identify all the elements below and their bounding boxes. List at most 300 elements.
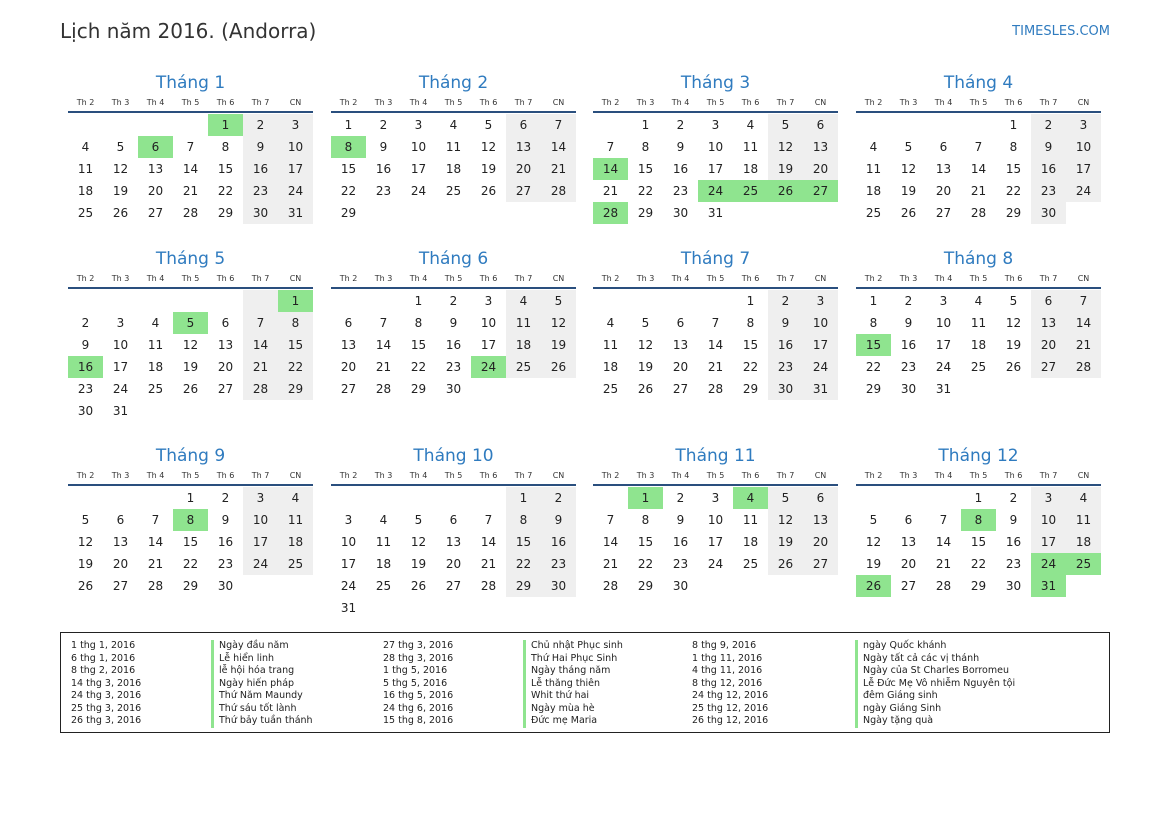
day-cell[interactable]: 10 xyxy=(480,316,497,330)
day-cell[interactable]: 30 xyxy=(900,382,917,396)
day-cell[interactable]: 10 xyxy=(410,140,427,154)
day-cell[interactable]: 5 xyxy=(641,316,650,330)
day-cell[interactable]: 31 xyxy=(803,378,838,400)
day-cell[interactable]: 21 xyxy=(1066,334,1101,356)
day-cell[interactable]: 16 xyxy=(217,535,234,549)
day-cell[interactable]: 2 xyxy=(243,114,278,136)
day-cell[interactable]: 22 xyxy=(278,356,313,378)
day-cell[interactable]: 19 xyxy=(1005,338,1022,352)
day-cell[interactable]: 8 xyxy=(641,513,650,527)
day-cell[interactable]: 27 xyxy=(900,579,917,593)
day-cell[interactable]: 22 xyxy=(742,360,759,374)
day-cell[interactable]: 26 xyxy=(1005,360,1022,374)
day-cell[interactable]: 25 xyxy=(147,382,164,396)
day-cell[interactable]: 15 xyxy=(278,334,313,356)
day-cell[interactable]: 20 xyxy=(506,158,541,180)
day-cell[interactable]: 25 xyxy=(506,356,541,378)
day-cell[interactable]: 4 xyxy=(506,290,541,312)
day-cell[interactable]: 9 xyxy=(379,140,388,154)
day-cell[interactable]: 3 xyxy=(939,294,948,308)
day-cell[interactable]: 27 xyxy=(803,180,838,202)
day-cell[interactable]: 16 xyxy=(672,162,689,176)
day-cell[interactable]: 26 xyxy=(182,382,199,396)
day-cell[interactable]: 4 xyxy=(606,316,615,330)
day-cell[interactable]: 8 xyxy=(961,509,996,531)
day-cell[interactable]: 17 xyxy=(707,535,724,549)
day-cell[interactable]: 6 xyxy=(904,513,913,527)
day-cell[interactable]: 14 xyxy=(602,535,619,549)
day-cell[interactable]: 25 xyxy=(742,557,759,571)
day-cell[interactable]: 3 xyxy=(278,114,313,136)
day-cell[interactable]: 24 xyxy=(935,360,952,374)
day-cell[interactable]: 26 xyxy=(637,382,654,396)
day-cell[interactable]: 17 xyxy=(410,162,427,176)
day-cell[interactable]: 29 xyxy=(506,575,541,597)
day-cell[interactable]: 10 xyxy=(707,513,724,527)
day-cell[interactable]: 8 xyxy=(1009,140,1018,154)
day-cell[interactable]: 3 xyxy=(484,294,493,308)
day-cell[interactable]: 15 xyxy=(410,338,427,352)
day-cell[interactable]: 11 xyxy=(742,140,759,154)
day-cell[interactable]: 1 xyxy=(974,491,983,505)
day-cell[interactable]: 1 xyxy=(506,487,541,509)
day-cell[interactable]: 25 xyxy=(77,206,94,220)
day-cell[interactable]: 20 xyxy=(672,360,689,374)
day-cell[interactable]: 6 xyxy=(676,316,685,330)
day-cell[interactable]: 1 xyxy=(641,118,650,132)
day-cell[interactable]: 20 xyxy=(935,184,952,198)
day-cell[interactable]: 23 xyxy=(243,180,278,202)
day-cell[interactable]: 16 xyxy=(1005,535,1022,549)
day-cell[interactable]: 8 xyxy=(173,509,208,531)
day-cell[interactable]: 24 xyxy=(1031,553,1066,575)
day-cell[interactable]: 30 xyxy=(768,378,803,400)
day-cell[interactable]: 28 xyxy=(970,206,987,220)
day-cell[interactable]: 17 xyxy=(243,531,278,553)
day-cell[interactable]: 21 xyxy=(935,557,952,571)
day-cell[interactable]: 8 xyxy=(869,316,878,330)
day-cell[interactable]: 20 xyxy=(803,531,838,553)
day-cell[interactable]: 11 xyxy=(506,312,541,334)
day-cell[interactable]: 27 xyxy=(803,553,838,575)
day-cell[interactable]: 16 xyxy=(243,158,278,180)
day-cell[interactable]: 4 xyxy=(81,140,90,154)
day-cell[interactable]: 28 xyxy=(602,579,619,593)
day-cell[interactable]: 18 xyxy=(742,162,759,176)
day-cell[interactable]: 6 xyxy=(506,114,541,136)
day-cell[interactable]: 2 xyxy=(1031,114,1066,136)
day-cell[interactable]: 7 xyxy=(1066,290,1101,312)
day-cell[interactable]: 23 xyxy=(217,557,234,571)
day-cell[interactable]: 19 xyxy=(480,162,497,176)
day-cell[interactable]: 24 xyxy=(112,382,129,396)
day-cell[interactable]: 20 xyxy=(340,360,357,374)
day-cell[interactable]: 3 xyxy=(711,118,720,132)
day-cell[interactable]: 9 xyxy=(81,338,90,352)
day-cell[interactable]: 26 xyxy=(768,553,803,575)
day-cell[interactable]: 20 xyxy=(900,557,917,571)
day-cell[interactable]: 2 xyxy=(81,316,90,330)
day-cell[interactable]: 1 xyxy=(628,487,663,509)
day-cell[interactable]: 22 xyxy=(1005,184,1022,198)
day-cell[interactable]: 30 xyxy=(77,404,94,418)
day-cell[interactable]: 6 xyxy=(344,316,353,330)
day-cell[interactable]: 28 xyxy=(1066,356,1101,378)
day-cell[interactable]: 23 xyxy=(672,184,689,198)
day-cell[interactable]: 28 xyxy=(243,378,278,400)
day-cell[interactable]: 26 xyxy=(77,579,94,593)
day-cell[interactable]: 2 xyxy=(676,491,685,505)
day-cell[interactable]: 24 xyxy=(698,180,733,202)
day-cell[interactable]: 16 xyxy=(375,162,392,176)
day-cell[interactable]: 25 xyxy=(865,206,882,220)
day-cell[interactable]: 21 xyxy=(147,557,164,571)
day-cell[interactable]: 20 xyxy=(112,557,129,571)
day-cell[interactable]: 9 xyxy=(449,316,458,330)
day-cell[interactable]: 25 xyxy=(278,553,313,575)
day-cell[interactable]: 13 xyxy=(1031,312,1066,334)
day-cell[interactable]: 2 xyxy=(221,491,230,505)
day-cell[interactable]: 12 xyxy=(410,535,427,549)
day-cell[interactable]: 29 xyxy=(742,382,759,396)
day-cell[interactable]: 23 xyxy=(77,382,94,396)
day-cell[interactable]: 29 xyxy=(637,206,654,220)
day-cell[interactable]: 3 xyxy=(243,487,278,509)
day-cell[interactable]: 12 xyxy=(637,338,654,352)
day-cell[interactable]: 15 xyxy=(340,162,357,176)
day-cell[interactable]: 14 xyxy=(480,535,497,549)
day-cell[interactable]: 23 xyxy=(768,356,803,378)
day-cell[interactable]: 29 xyxy=(865,382,882,396)
day-cell[interactable]: 16 xyxy=(445,338,462,352)
day-cell[interactable]: 23 xyxy=(1005,557,1022,571)
day-cell[interactable]: 5 xyxy=(869,513,878,527)
day-cell[interactable]: 3 xyxy=(414,118,423,132)
site-link[interactable]: TIMESLES.COM xyxy=(1012,24,1110,39)
day-cell[interactable]: 15 xyxy=(217,162,234,176)
day-cell[interactable]: 29 xyxy=(278,378,313,400)
day-cell[interactable]: 27 xyxy=(112,579,129,593)
day-cell[interactable]: 16 xyxy=(672,535,689,549)
day-cell[interactable]: 1 xyxy=(278,290,313,312)
day-cell[interactable]: 17 xyxy=(480,338,497,352)
day-cell[interactable]: 13 xyxy=(217,338,234,352)
day-cell[interactable]: 13 xyxy=(803,136,838,158)
day-cell[interactable]: 18 xyxy=(278,531,313,553)
day-cell[interactable]: 7 xyxy=(541,114,576,136)
day-cell[interactable]: 4 xyxy=(733,487,768,509)
day-cell[interactable]: 12 xyxy=(480,140,497,154)
day-cell[interactable]: 10 xyxy=(112,338,129,352)
day-cell[interactable]: 21 xyxy=(375,360,392,374)
day-cell[interactable]: 2 xyxy=(904,294,913,308)
day-cell[interactable]: 27 xyxy=(506,180,541,202)
day-cell[interactable]: 21 xyxy=(480,557,497,571)
day-cell[interactable]: 19 xyxy=(77,557,94,571)
day-cell[interactable]: 15 xyxy=(506,531,541,553)
day-cell[interactable]: 11 xyxy=(1066,509,1101,531)
day-cell[interactable]: 21 xyxy=(182,184,199,198)
day-cell[interactable]: 15 xyxy=(856,334,891,356)
day-cell[interactable]: 6 xyxy=(221,316,230,330)
day-cell[interactable]: 5 xyxy=(81,513,90,527)
day-cell[interactable]: 10 xyxy=(1031,509,1066,531)
day-cell[interactable]: 2 xyxy=(768,290,803,312)
day-cell[interactable]: 9 xyxy=(676,140,685,154)
day-cell[interactable]: 12 xyxy=(112,162,129,176)
day-cell[interactable]: 22 xyxy=(865,360,882,374)
day-cell[interactable]: 26 xyxy=(856,575,891,597)
day-cell[interactable]: 24 xyxy=(340,579,357,593)
day-cell[interactable]: 25 xyxy=(1066,553,1101,575)
day-cell[interactable]: 10 xyxy=(278,136,313,158)
day-cell[interactable]: 15 xyxy=(637,162,654,176)
day-cell[interactable]: 21 xyxy=(602,184,619,198)
day-cell[interactable]: 4 xyxy=(974,294,983,308)
day-cell[interactable]: 9 xyxy=(221,513,230,527)
day-cell[interactable]: 26 xyxy=(768,180,803,202)
day-cell[interactable]: 23 xyxy=(375,184,392,198)
day-cell[interactable]: 22 xyxy=(410,360,427,374)
day-cell[interactable]: 29 xyxy=(217,206,234,220)
day-cell[interactable]: 23 xyxy=(541,553,576,575)
day-cell[interactable]: 28 xyxy=(147,579,164,593)
day-cell[interactable]: 9 xyxy=(1031,136,1066,158)
day-cell[interactable]: 11 xyxy=(602,338,619,352)
day-cell[interactable]: 10 xyxy=(243,509,278,531)
day-cell[interactable]: 3 xyxy=(803,290,838,312)
day-cell[interactable]: 10 xyxy=(707,140,724,154)
day-cell[interactable]: 3 xyxy=(711,491,720,505)
day-cell[interactable]: 5 xyxy=(768,114,803,136)
day-cell[interactable]: 11 xyxy=(375,535,392,549)
day-cell[interactable]: 22 xyxy=(637,184,654,198)
day-cell[interactable]: 18 xyxy=(147,360,164,374)
day-cell[interactable]: 11 xyxy=(278,509,313,531)
day-cell[interactable]: 22 xyxy=(637,557,654,571)
day-cell[interactable]: 7 xyxy=(606,513,615,527)
day-cell[interactable]: 5 xyxy=(904,140,913,154)
day-cell[interactable]: 18 xyxy=(506,334,541,356)
day-cell[interactable]: 31 xyxy=(340,601,357,615)
day-cell[interactable]: 28 xyxy=(375,382,392,396)
day-cell[interactable]: 13 xyxy=(506,136,541,158)
day-cell[interactable]: 13 xyxy=(445,535,462,549)
day-cell[interactable]: 8 xyxy=(746,316,755,330)
day-cell[interactable]: 16 xyxy=(68,356,103,378)
day-cell[interactable]: 19 xyxy=(865,557,882,571)
day-cell[interactable]: 9 xyxy=(768,312,803,334)
day-cell[interactable]: 26 xyxy=(900,206,917,220)
day-cell[interactable]: 25 xyxy=(970,360,987,374)
day-cell[interactable]: 2 xyxy=(676,118,685,132)
day-cell[interactable]: 30 xyxy=(541,575,576,597)
day-cell[interactable]: 9 xyxy=(676,513,685,527)
day-cell[interactable]: 16 xyxy=(1031,158,1066,180)
day-cell[interactable]: 28 xyxy=(593,202,628,224)
day-cell[interactable]: 8 xyxy=(414,316,423,330)
day-cell[interactable]: 24 xyxy=(803,356,838,378)
day-cell[interactable]: 12 xyxy=(865,535,882,549)
day-cell[interactable]: 31 xyxy=(112,404,129,418)
day-cell[interactable]: 6 xyxy=(803,114,838,136)
day-cell[interactable]: 29 xyxy=(410,382,427,396)
day-cell[interactable]: 8 xyxy=(278,312,313,334)
day-cell[interactable]: 20 xyxy=(1031,334,1066,356)
day-cell[interactable]: 29 xyxy=(1005,206,1022,220)
day-cell[interactable]: 9 xyxy=(541,509,576,531)
day-cell[interactable]: 18 xyxy=(1066,531,1101,553)
day-cell[interactable]: 27 xyxy=(147,206,164,220)
day-cell[interactable]: 7 xyxy=(711,316,720,330)
day-cell[interactable]: 26 xyxy=(112,206,129,220)
day-cell[interactable]: 12 xyxy=(77,535,94,549)
day-cell[interactable]: 14 xyxy=(182,162,199,176)
day-cell[interactable]: 22 xyxy=(340,184,357,198)
day-cell[interactable]: 31 xyxy=(935,382,952,396)
day-cell[interactable]: 11 xyxy=(742,513,759,527)
day-cell[interactable]: 25 xyxy=(602,382,619,396)
day-cell[interactable]: 17 xyxy=(803,334,838,356)
day-cell[interactable]: 14 xyxy=(243,334,278,356)
day-cell[interactable]: 13 xyxy=(147,162,164,176)
day-cell[interactable]: 23 xyxy=(900,360,917,374)
day-cell[interactable]: 23 xyxy=(445,360,462,374)
day-cell[interactable]: 18 xyxy=(970,338,987,352)
day-cell[interactable]: 13 xyxy=(672,338,689,352)
day-cell[interactable]: 6 xyxy=(449,513,458,527)
day-cell[interactable]: 15 xyxy=(970,535,987,549)
day-cell[interactable]: 1 xyxy=(869,294,878,308)
day-cell[interactable]: 13 xyxy=(935,162,952,176)
day-cell[interactable]: 23 xyxy=(672,557,689,571)
day-cell[interactable]: 7 xyxy=(606,140,615,154)
day-cell[interactable]: 27 xyxy=(1031,356,1066,378)
day-cell[interactable]: 16 xyxy=(768,334,803,356)
day-cell[interactable]: 17 xyxy=(278,158,313,180)
day-cell[interactable]: 6 xyxy=(803,487,838,509)
day-cell[interactable]: 10 xyxy=(1066,136,1101,158)
day-cell[interactable]: 5 xyxy=(541,290,576,312)
day-cell[interactable]: 12 xyxy=(182,338,199,352)
day-cell[interactable]: 20 xyxy=(147,184,164,198)
day-cell[interactable]: 1 xyxy=(208,114,243,136)
day-cell[interactable]: 1 xyxy=(746,294,755,308)
day-cell[interactable]: 28 xyxy=(480,579,497,593)
day-cell[interactable]: 11 xyxy=(970,316,987,330)
day-cell[interactable]: 15 xyxy=(637,535,654,549)
day-cell[interactable]: 8 xyxy=(221,140,230,154)
day-cell[interactable]: 4 xyxy=(746,118,755,132)
day-cell[interactable]: 8 xyxy=(506,509,541,531)
day-cell[interactable]: 3 xyxy=(116,316,125,330)
day-cell[interactable]: 19 xyxy=(637,360,654,374)
day-cell[interactable]: 24 xyxy=(471,356,506,378)
day-cell[interactable]: 18 xyxy=(445,162,462,176)
day-cell[interactable]: 3 xyxy=(1066,114,1101,136)
day-cell[interactable]: 13 xyxy=(900,535,917,549)
day-cell[interactable]: 17 xyxy=(707,162,724,176)
day-cell[interactable]: 7 xyxy=(151,513,160,527)
day-cell[interactable]: 1 xyxy=(344,118,353,132)
day-cell[interactable]: 9 xyxy=(243,136,278,158)
day-cell[interactable]: 20 xyxy=(803,158,838,180)
day-cell[interactable]: 15 xyxy=(1005,162,1022,176)
day-cell[interactable]: 19 xyxy=(900,184,917,198)
day-cell[interactable]: 24 xyxy=(410,184,427,198)
day-cell[interactable]: 9 xyxy=(1009,513,1018,527)
day-cell[interactable]: 22 xyxy=(970,557,987,571)
day-cell[interactable]: 19 xyxy=(768,531,803,553)
day-cell[interactable]: 6 xyxy=(116,513,125,527)
day-cell[interactable]: 27 xyxy=(672,382,689,396)
day-cell[interactable]: 28 xyxy=(182,206,199,220)
day-cell[interactable]: 18 xyxy=(742,535,759,549)
day-cell[interactable]: 29 xyxy=(182,579,199,593)
day-cell[interactable]: 15 xyxy=(182,535,199,549)
day-cell[interactable]: 14 xyxy=(970,162,987,176)
day-cell[interactable]: 30 xyxy=(1005,579,1022,593)
day-cell[interactable]: 19 xyxy=(182,360,199,374)
day-cell[interactable]: 5 xyxy=(1009,294,1018,308)
day-cell[interactable]: 7 xyxy=(243,312,278,334)
day-cell[interactable]: 8 xyxy=(641,140,650,154)
day-cell[interactable]: 28 xyxy=(707,382,724,396)
day-cell[interactable]: 25 xyxy=(375,579,392,593)
day-cell[interactable]: 26 xyxy=(541,356,576,378)
day-cell[interactable]: 3 xyxy=(344,513,353,527)
day-cell[interactable]: 28 xyxy=(935,579,952,593)
day-cell[interactable]: 30 xyxy=(1031,202,1066,224)
day-cell[interactable]: 14 xyxy=(1066,312,1101,334)
day-cell[interactable]: 13 xyxy=(340,338,357,352)
day-cell[interactable]: 4 xyxy=(869,140,878,154)
day-cell[interactable]: 9 xyxy=(904,316,913,330)
day-cell[interactable]: 19 xyxy=(768,158,803,180)
day-cell[interactable]: 1 xyxy=(1009,118,1018,132)
day-cell[interactable]: 14 xyxy=(707,338,724,352)
day-cell[interactable]: 10 xyxy=(803,312,838,334)
day-cell[interactable]: 4 xyxy=(278,487,313,509)
day-cell[interactable]: 26 xyxy=(410,579,427,593)
day-cell[interactable]: 4 xyxy=(1066,487,1101,509)
day-cell[interactable]: 31 xyxy=(278,202,313,224)
day-cell[interactable]: 7 xyxy=(484,513,493,527)
day-cell[interactable]: 20 xyxy=(445,557,462,571)
day-cell[interactable]: 2 xyxy=(1009,491,1018,505)
day-cell[interactable]: 7 xyxy=(974,140,983,154)
day-cell[interactable]: 10 xyxy=(340,535,357,549)
day-cell[interactable]: 27 xyxy=(340,382,357,396)
day-cell[interactable]: 24 xyxy=(1066,180,1101,202)
day-cell[interactable]: 31 xyxy=(707,206,724,220)
day-cell[interactable]: 4 xyxy=(449,118,458,132)
day-cell[interactable]: 14 xyxy=(935,535,952,549)
day-cell[interactable]: 14 xyxy=(541,136,576,158)
day-cell[interactable]: 4 xyxy=(151,316,160,330)
day-cell[interactable]: 19 xyxy=(541,334,576,356)
day-cell[interactable]: 22 xyxy=(506,553,541,575)
day-cell[interactable]: 26 xyxy=(480,184,497,198)
day-cell[interactable]: 18 xyxy=(375,557,392,571)
day-cell[interactable]: 5 xyxy=(484,118,493,132)
day-cell[interactable]: 14 xyxy=(375,338,392,352)
day-cell[interactable]: 6 xyxy=(939,140,948,154)
day-cell[interactable]: 21 xyxy=(970,184,987,198)
day-cell[interactable]: 16 xyxy=(900,338,917,352)
day-cell[interactable]: 7 xyxy=(939,513,948,527)
day-cell[interactable]: 18 xyxy=(77,184,94,198)
